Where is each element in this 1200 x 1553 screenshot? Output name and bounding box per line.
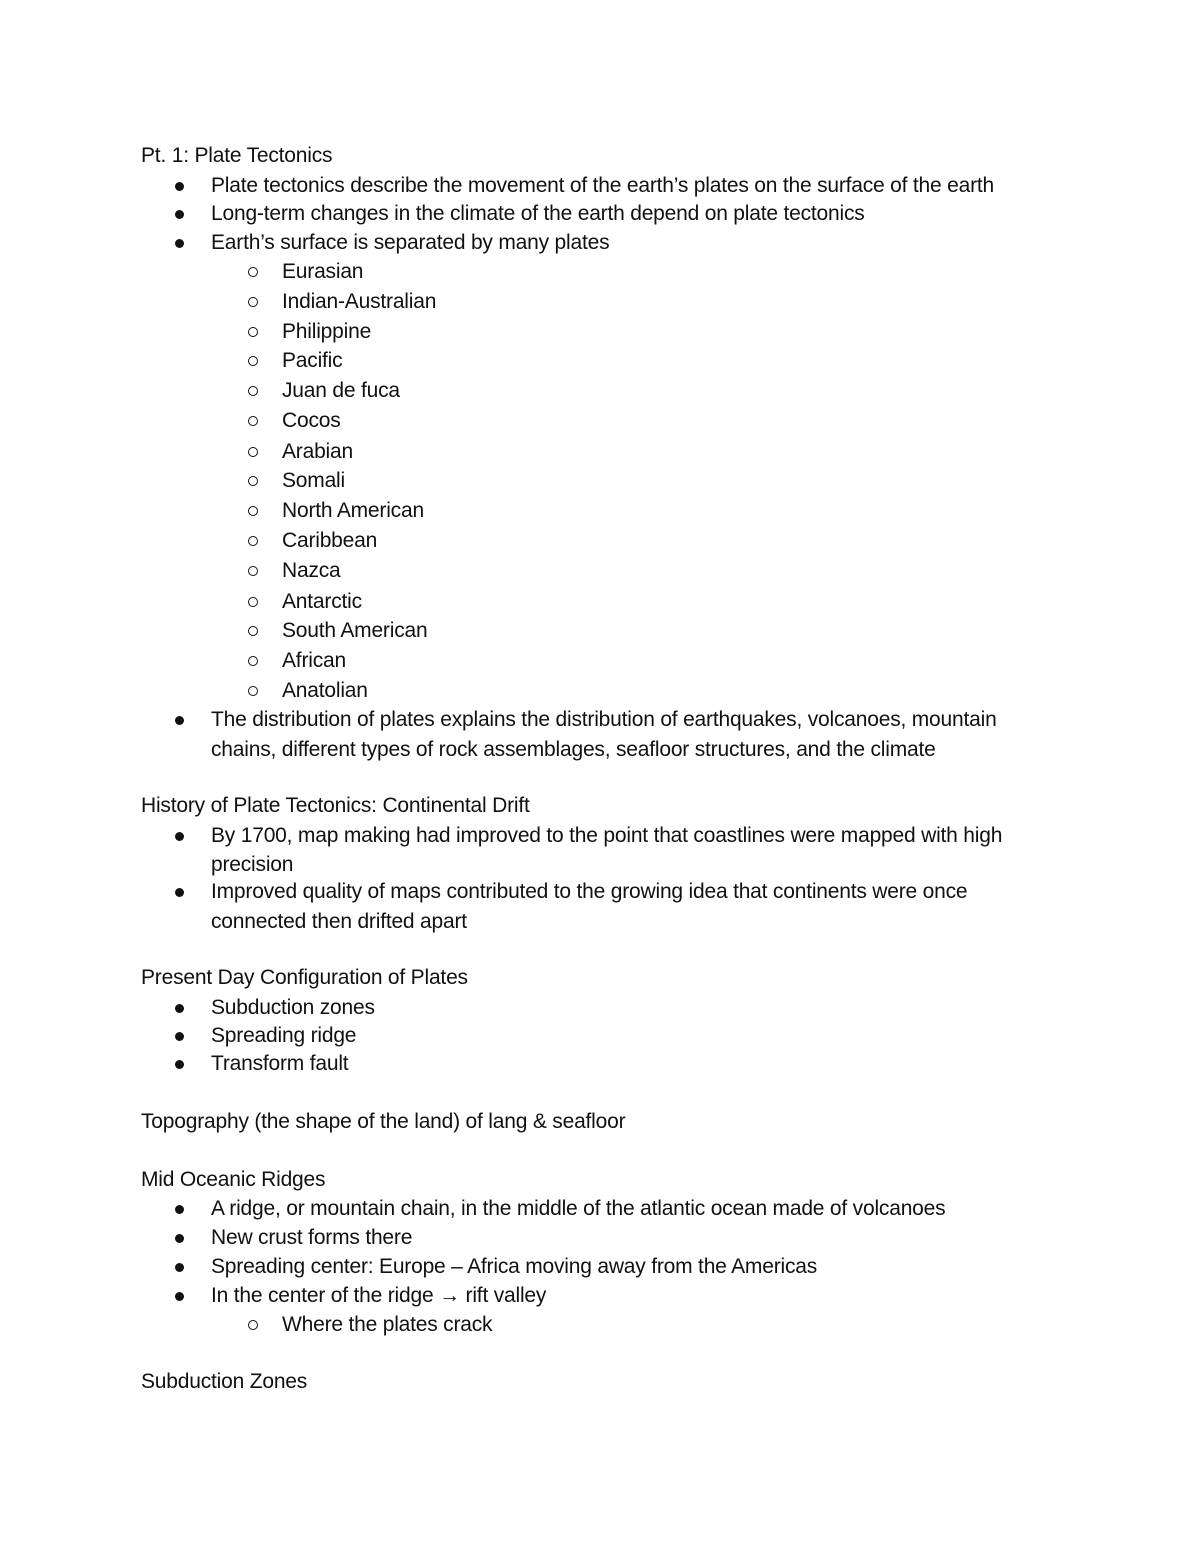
section-heading-continental-drift: History of Plate Tectonics: Continental Drift (141, 794, 530, 817)
bullet-icon (175, 210, 184, 219)
list-item: Subduction zones (211, 996, 375, 1019)
plate-list-item: Juan de fuca (282, 379, 400, 402)
list-item-continuation: chains, different types of rock assemblages, seafloor structures, and the climate (211, 738, 936, 761)
list-item: Long-term changes in the climate of the earth depend on plate tectonics (211, 202, 865, 225)
list-item: Earth’s surface is separated by many plates (211, 231, 610, 254)
bullet-icon (175, 1060, 184, 1069)
hollow-bullet-icon (248, 267, 258, 277)
hollow-bullet-icon (248, 476, 258, 486)
hollow-bullet-icon (248, 686, 258, 696)
list-item: A ridge, or mountain chain, in the middle of the atlantic ocean made of volcanoes (211, 1197, 946, 1220)
list-item-continuation: connected then drifted apart (211, 910, 467, 933)
list-item: By 1700, map making had improved to the point that coastlines were mapped with high (211, 824, 1003, 847)
hollow-bullet-icon (248, 626, 258, 636)
list-item: Spreading center: Europe – Africa moving away from the Americas (211, 1255, 818, 1278)
plate-list-item: Pacific (282, 349, 343, 372)
bullet-icon (175, 1032, 184, 1041)
hollow-bullet-icon (248, 1320, 258, 1330)
plate-list-item: Indian-Australian (282, 290, 437, 313)
rift-text-after: rift valley (465, 1284, 547, 1307)
bullet-icon (175, 1292, 184, 1301)
bullet-icon (175, 832, 184, 841)
hollow-bullet-icon (248, 327, 258, 337)
plate-list-item: Arabian (282, 440, 353, 463)
plate-list-item: Nazca (282, 559, 341, 582)
plate-list-item: North American (282, 499, 424, 522)
bullet-icon (175, 888, 184, 897)
bullet-icon (175, 1263, 184, 1272)
bullet-icon (175, 1004, 184, 1013)
list-item: The distribution of plates explains the distribution of earthquakes, volcanoes, mountain (211, 708, 997, 731)
list-item: Improved quality of maps contributed to the growing idea that continents were once (211, 880, 968, 903)
bullet-icon (175, 182, 184, 191)
hollow-bullet-icon (248, 566, 258, 576)
list-item-continuation: precision (211, 853, 294, 876)
plate-list-item: Somali (282, 469, 345, 492)
sub-list-item: Where the plates crack (282, 1313, 493, 1336)
plate-list-item: Anatolian (282, 679, 368, 702)
plate-list-item: Philippine (282, 320, 372, 343)
hollow-bullet-icon (248, 656, 258, 666)
list-item: Plate tectonics describe the movement of the earth’s plates on the surface of the earth (211, 174, 995, 197)
plate-list-item: Caribbean (282, 529, 378, 552)
hollow-bullet-icon (248, 536, 258, 546)
section-heading-mid-oceanic-ridges: Mid Oceanic Ridges (141, 1168, 326, 1191)
plate-list-item: South American (282, 619, 428, 642)
section-heading-plate-tectonics: Pt. 1: Plate Tectonics (141, 144, 333, 167)
list-item-rift (211, 1282, 546, 1310)
bullet-icon (175, 1205, 184, 1214)
plate-list-item: Cocos (282, 409, 341, 432)
section-heading-present-day: Present Day Configuration of Plates (141, 966, 468, 989)
section-heading-subduction-zones: Subduction Zones (141, 1370, 308, 1393)
hollow-bullet-icon (248, 356, 258, 366)
section-heading-topography: Topography (the shape of the land) of lang & seafloor (141, 1110, 626, 1133)
plate-list-item: Eurasian (282, 260, 364, 283)
bullet-icon (175, 1234, 184, 1243)
hollow-bullet-icon (248, 447, 258, 457)
hollow-bullet-icon (248, 506, 258, 516)
list-item: New crust forms there (211, 1226, 413, 1249)
list-item: Transform fault (211, 1052, 349, 1075)
hollow-bullet-icon (248, 297, 258, 307)
hollow-bullet-icon (248, 386, 258, 396)
list-item: Spreading ridge (211, 1024, 357, 1047)
bullet-icon (175, 716, 184, 725)
bullet-icon (175, 239, 184, 248)
rift-text-before: In the center of the ridge (211, 1284, 434, 1307)
hollow-bullet-icon (248, 597, 258, 607)
plate-list-item: African (282, 649, 346, 672)
right-arrow-icon: → (439, 1284, 460, 1307)
plate-list-item: Antarctic (282, 590, 362, 613)
hollow-bullet-icon (248, 416, 258, 426)
